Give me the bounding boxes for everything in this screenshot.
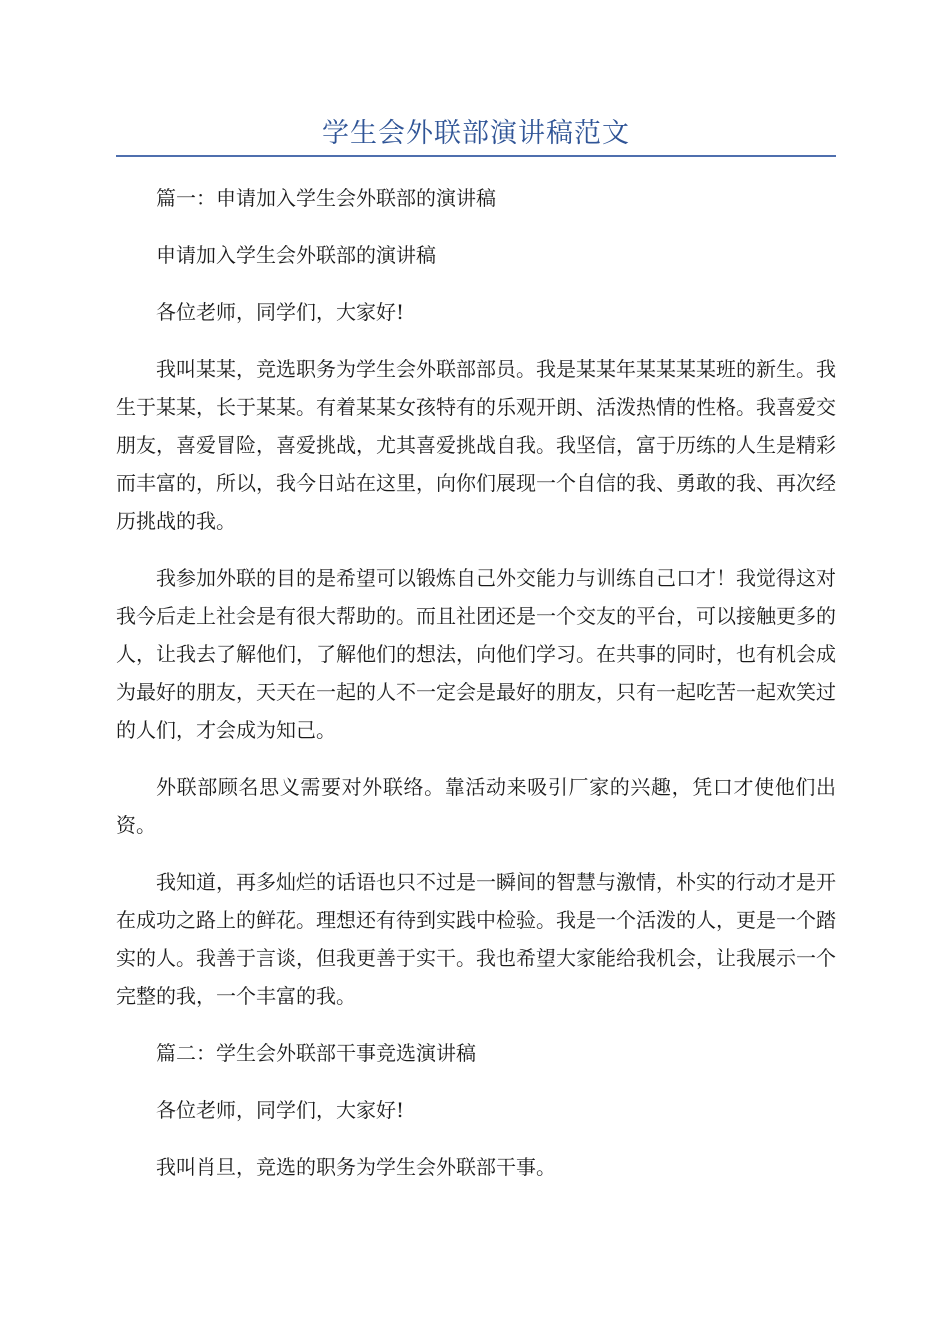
document-page [116,0,836,1205]
greeting: 各位老师，同学们，大家好! [156,1098,405,1122]
speech-title: 申请加入学生会外联部的演讲稿 [156,243,436,267]
title-underline [116,155,836,157]
body-paragraph: 我叫某某，竞选职务为学生会外联部部员。我是某某年某某某某班的新生。我生于某某，长于某某。有着某某女孩特有的乐观开朗、活泼热情的性格。我喜爱交朋友，喜爱冒险，喜爱挑战，尤其喜爱挑战自我。我坚信，富于历练的人生是精彩而丰富的，所以，我今日站在这里，向你们展现一个自信的我、勇敢的我、再次经历挑战的我。 [116,357,836,533]
body-paragraph: 我叫肖旦，竞选的职务为学生会外联部干事。 [156,1155,556,1179]
body-paragraph: 外联部顾名思义需要对外联络。靠活动来吸引厂家的兴趣，凭口才使他们出资。 [116,775,836,837]
document-body [116,179,836,1186]
section-heading-1: 篇一：申请加入学生会外联部的演讲稿 [156,186,496,210]
body-paragraph: 我知道，再多灿烂的话语也只不过是一瞬间的智慧与激情，朴实的行动才是开在成功之路上的鲜花。理想还有待到实践中检验。我是一个活泼的人，更是一个踏实的人。我善于言谈，但我更善于实干。我也希望大家能给我机会，让我展示一个完整的我，一个丰富的我。 [116,870,836,1008]
section-heading-2: 篇二：学生会外联部干事竞选演讲稿 [156,1041,476,1065]
body-paragraph: 我参加外联的目的是希望可以锻炼自己外交能力与训练自己口才！我觉得这对我今后走上社会是有很大帮助的。而且社团还是一个交友的平台，可以接触更多的人，让我去了解他们，了解他们的想法，向他们学习。在共事的同时，也有机会成为最好的朋友，天天在一起的人不一定会是最好的朋友，只有一起吃苦一起欢笑过的人们，才会成为知己。 [116,566,836,742]
document-title: 学生会外联部演讲稿范文 [322,118,630,149]
greeting: 各位老师，同学们，大家好! [156,300,405,324]
